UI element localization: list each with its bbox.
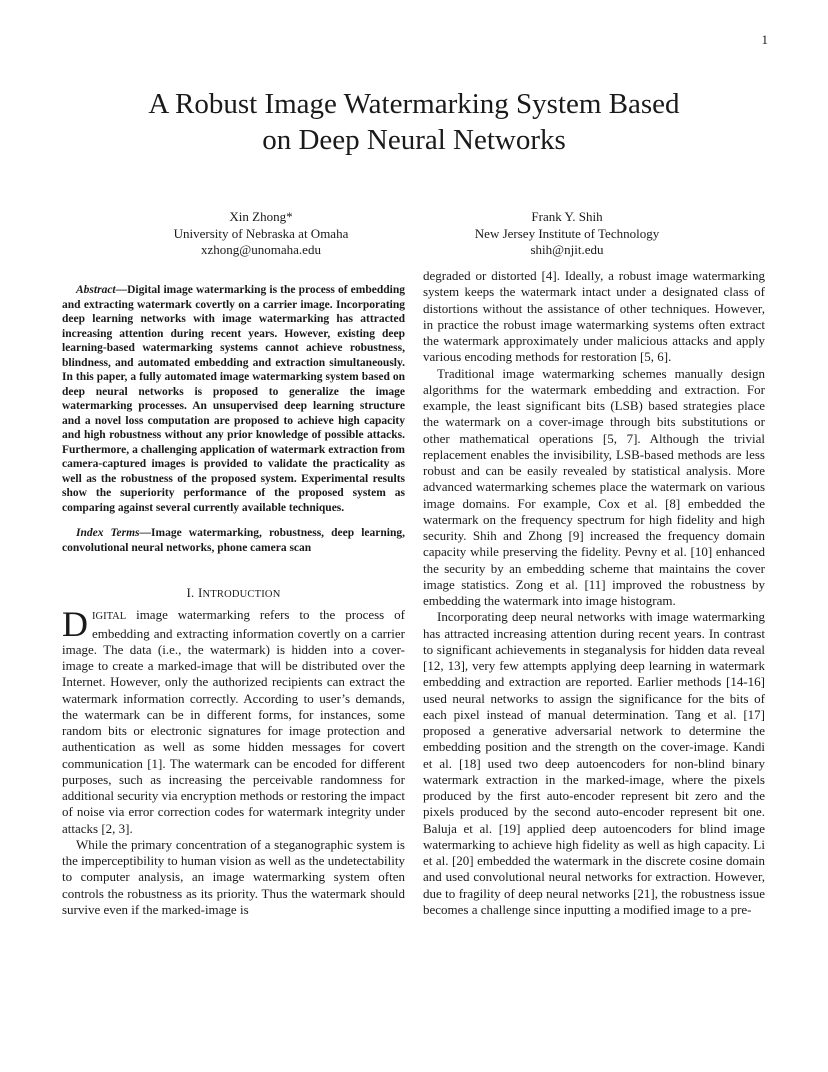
drop-cap: D [62, 604, 88, 645]
paper-title [64, 86, 764, 158]
body-paragraph-2: Traditional image watermarking schemes manually design algorithms for the watermark embedding and extraction. For example, the least significant bits (LSB) based strategies place the watermark on a cover-image through bits substitutions or other mathematical operations [5, 7]. Although the trivial replacement enables the invisibility, LSB-based methods are less robust and can be easily revealed by statistical analysis. More advanced watermarking schemes place the watermark on various image domains. For example, Cox et al. [8] embedded the watermark on the frequency spectrum for high fidelity and high security. Shih and Zhong [9] increased the frequency domain capacity while preserving the fidelity. Pevny et al. [10] enhanced the security by an embedding scheme that maintains the cover image statistics. Zong et al. [11] improved the robustness by embedding the watermark into image histogram. [423, 365, 765, 608]
section-numeral: I. [186, 585, 195, 600]
author-affiliation: University of Nebraska at Omaha [173, 225, 349, 241]
page-number: 1 [761, 32, 768, 47]
section-heading-introduction [62, 585, 405, 603]
intro-paragraph-2: While the primary concentration of a steganographic system is the imperceptibility to human vision as well as the undetectability to computer analysis, an image watermarking system often controls the robustness as its priority. Thus the watermark should survive even if the marked-image is [62, 836, 405, 917]
index-terms [62, 526, 405, 555]
author-block-2 [417, 209, 717, 259]
author-email[interactable]: shih@njit.edu [530, 242, 604, 257]
index-terms-label: Index Terms [76, 527, 140, 539]
abstract-label: Abstract [76, 284, 116, 296]
author-block-1 [111, 209, 411, 259]
body-paragraph-3: Incorporating deep neural networks with image watermarking has attracted increasing attention during recent years. In contrast to significant achievements in steganalysis for hidden data reveal [12, 13], very few attempts applying deep learning in watermark embedding and extraction are reported. Earlier methods [14-16] used neural networks to assign the significance for the bits of each pixel instead of manual determination. Tang et al. [17] proposed a generative adversarial network to determine the embedding position and the strength on the cover-image. Kandi et al. [18] used two deep autoencoders for non-blind binary watermark extraction in the marked-image, where the pixels produced by the first auto-encoder represent bit zero and the pixels produced by the second auto-encoder represent bit one. Baluja et al. [19] applied deep autoencoders for blind image watermarking to achieve high fidelity as well as high capacity. Li et al. [20] embedded the watermark in the discrete cosine domain and used convolutional neural networks for extraction. However, due to fragility of deep neural networks [21], the robustness issue becomes a challenge since inputting a modified image to a pre- [423, 609, 765, 917]
title-line-1: A Robust Image Watermarking System Based [148, 88, 680, 120]
right-column [423, 268, 765, 918]
left-column [62, 283, 405, 918]
author-name: Frank Y. Shih [531, 209, 603, 224]
author-email[interactable]: xzhong@unomaha.edu [201, 242, 321, 257]
author-name: Xin Zhong* [229, 209, 293, 224]
intro-text-1: image watermarking refers to the process of embedding and extracting information covertly on a carrier image. The data (i.e., the watermark) is hidden into a cover-image to create a marked-image that will be distributed over the Internet. However, only the authorized recipients can extract the watermark information correctly. According to user’s demands, the watermark can be in different forms, for instances, some random bits or electronic signatures for image protection and authentication as well as some hidden messages for covert communication [1]. The watermark can be encoded for different purposes, such as increasing the perceivable randomness for additional security via encryption methods or restoring the impact of noise via error correction codes for watermark integrity under attacks [2, 3]. [62, 607, 405, 836]
intro-smallcaps: IGITAL [92, 611, 127, 623]
author-affiliation: New Jersey Institute of Technology [474, 225, 660, 241]
body-paragraph-1: degraded or distorted [4]. Ideally, a robust image watermarking system keeps the watermark intact under a designated class of distortions without the assistance of other techniques. However, in practice the robust image watermarking systems often extract the watermark approximately under malicious attacks and apply various encoding methods for restoration [5, 6]. [423, 268, 765, 365]
abstract-text: —Digital image watermarking is the process of embedding and extracting watermark covertly on a carrier image. Incorporating deep learning networks with image watermarking has attracted increasing attention during recent years. However, existing deep learning-based watermarking systems cannot achieve robustness, blindness, and automated embedding and extraction simultaneously. In this paper, a fully automated image watermarking system based on deep neural networks is proposed to generalize the image watermarking processes. An unsupervised deep learning structure and a novel loss computation are proposed to achieve high capacity and high robustness without any prior knowledge of possible attacks. Furthermore, a challenging application of watermark extraction from camera-captured images is provided to validate the practicality as well as the robustness of the proposed system. Experimental results show the superiority performance of the proposed system as comparing against several currently available techniques. [62, 284, 405, 514]
section-title-rest: NTRODUCTION [202, 589, 281, 600]
index-terms-text: —Image watermarking, robustness, deep learning, convolutional neural networks, phone camera scan [62, 527, 405, 554]
section-first-letter: I [197, 585, 203, 600]
abstract [62, 283, 405, 515]
title-line-2: on Deep Neural Networks [262, 124, 566, 156]
intro-paragraph-1 [62, 604, 405, 837]
